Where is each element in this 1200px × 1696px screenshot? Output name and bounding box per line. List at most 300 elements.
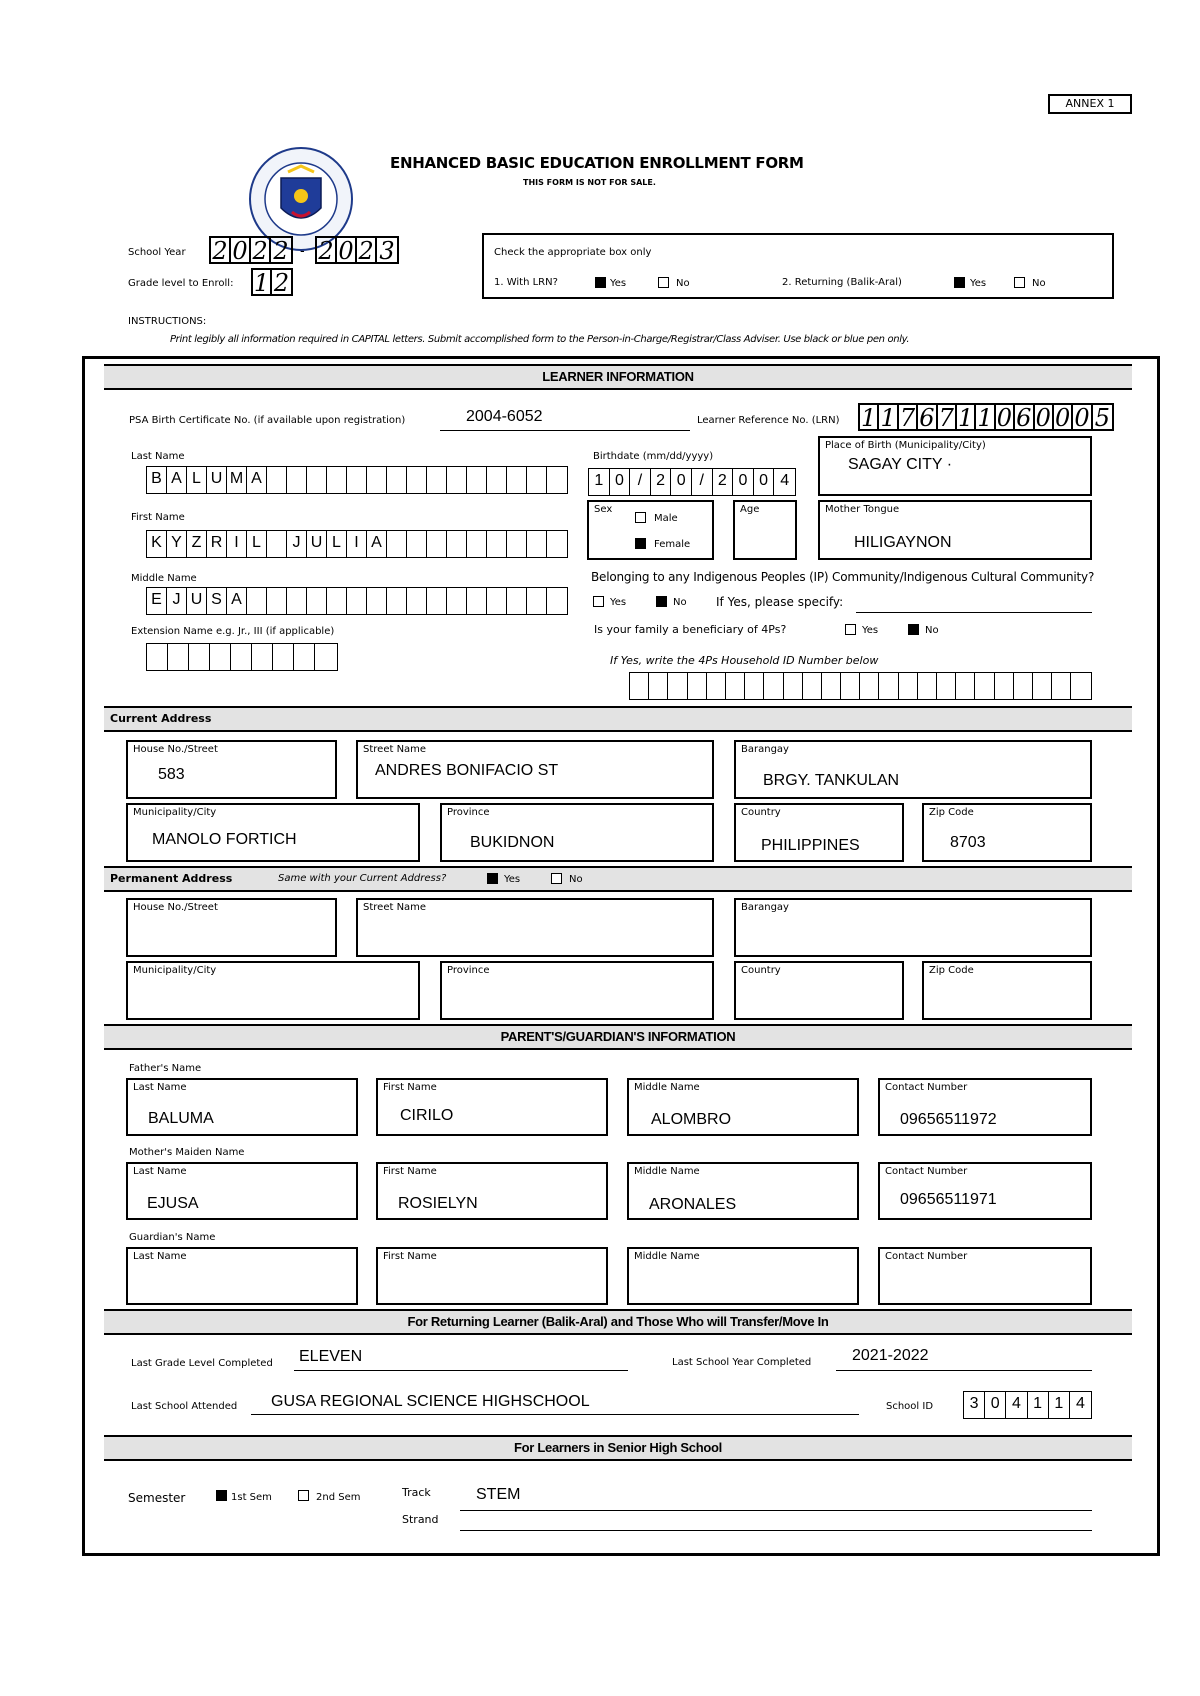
grade-level-label: Grade level to Enroll: (128, 278, 234, 289)
father-middle-box[interactable] (627, 1078, 859, 1136)
cur-street-label: Street Name (363, 744, 427, 755)
sex-box (587, 500, 714, 560)
char-cell: 1 (589, 469, 610, 495)
char-cell (427, 588, 447, 614)
lrn-no-label: No (676, 278, 690, 289)
middle-name-input[interactable] (146, 587, 568, 615)
check-panel (482, 233, 1114, 299)
char-cell (668, 673, 687, 699)
same-address-question: Same with your Current Address? (278, 873, 447, 884)
lrn-digit: 1 (860, 405, 879, 429)
char-cell: 0 (733, 469, 754, 495)
lrn-digit: 7 (938, 405, 957, 429)
psa-label: PSA Birth Certificate No. (if available upon registration) (129, 415, 406, 426)
father-last-value: BALUMA (148, 1110, 214, 1127)
char-cell (467, 588, 487, 614)
returning-yes-label: Yes (970, 278, 987, 289)
fourps-yes-label: Yes (862, 625, 879, 636)
cur-country-label: Country (741, 807, 781, 818)
char-cell (407, 531, 427, 557)
mother-contact-value: 09656511971 (900, 1191, 997, 1208)
perm-barangay-box[interactable] (734, 898, 1092, 957)
last-grade-line (294, 1370, 628, 1371)
last-school-value[interactable]: GUSA REGIONAL SCIENCE HIGHSCHOOL (271, 1393, 590, 1410)
cur-country-box[interactable] (734, 803, 904, 862)
track-label: Track (402, 1486, 431, 1499)
last-name-label: Last Name (131, 451, 185, 462)
guardian-last-label: Last Name (133, 1251, 187, 1262)
current-address-header: Current Address (104, 706, 1132, 732)
char-cell: U (207, 467, 227, 493)
char-cell: U (307, 531, 327, 557)
grade-digit: 1 (253, 270, 272, 294)
char-cell: L (187, 467, 207, 493)
father-middle-value: ALOMBRO (651, 1111, 732, 1128)
char-cell (252, 644, 273, 670)
char-cell: S (207, 588, 227, 614)
char-cell: I (227, 531, 247, 557)
char-cell: B (147, 467, 167, 493)
shs-header: For Learners in Senior High School (104, 1435, 1132, 1461)
char-cell: U (187, 588, 207, 614)
char-cell: 4 (780, 472, 790, 489)
char-cell (387, 531, 407, 557)
char-cell: R (207, 531, 227, 557)
lrn-no-checkbox[interactable] (658, 277, 669, 288)
father-last-label: Last Name (133, 1082, 187, 1093)
lrn-label: Learner Reference No. (LRN) (697, 415, 840, 426)
char-cell (407, 467, 427, 493)
guardian-label: Guardian's Name (129, 1232, 216, 1243)
char-cell: 0 (610, 469, 631, 495)
char-cell (294, 644, 315, 670)
returning-yes-checkbox[interactable] (954, 277, 965, 288)
perm-house-box[interactable] (126, 898, 337, 957)
char-cell (547, 531, 567, 557)
first-name-label: First Name (131, 512, 185, 523)
char-cell (407, 588, 427, 614)
extension-input[interactable] (146, 643, 338, 671)
char-cell (879, 673, 898, 699)
char-cell (210, 644, 231, 670)
char-cell: Y (167, 531, 187, 557)
cur-zip-label: Zip Code (929, 807, 974, 818)
age-box[interactable] (733, 500, 797, 560)
char-cell: A (367, 531, 387, 557)
char-cell (467, 531, 487, 557)
fourps-question: Is your family a beneficiary of 4Ps? (594, 623, 787, 636)
strand-line[interactable] (460, 1530, 1092, 1531)
perm-street-box[interactable] (356, 898, 714, 957)
char-cell (860, 673, 879, 699)
char-cell (367, 588, 387, 614)
age-label: Age (740, 504, 760, 515)
char-cell: J (287, 531, 307, 557)
lrn-input[interactable] (858, 403, 1114, 431)
char-cell (267, 531, 287, 557)
father-first-box[interactable] (376, 1078, 608, 1136)
char-cell: 1 (1049, 1392, 1070, 1418)
char-cell (367, 467, 387, 493)
guardian-first-label: First Name (383, 1251, 437, 1262)
father-first-value: CIRILO (400, 1107, 454, 1124)
cur-street-value: ANDRES BONIFACIO ST (375, 762, 559, 779)
sy-to-digit: 0 (337, 238, 357, 262)
last-school-line (251, 1414, 859, 1415)
char-cell (427, 531, 447, 557)
char-cell (995, 673, 1014, 699)
char-cell (899, 673, 918, 699)
char-cell (327, 467, 347, 493)
char-cell (189, 644, 210, 670)
last-grade-value[interactable]: ELEVEN (299, 1348, 363, 1365)
lrn-digit: 1 (957, 405, 976, 429)
form-subtitle: THIS FORM IS NOT FOR SALE. (523, 178, 656, 187)
guardian-contact-label: Contact Number (885, 1251, 968, 1262)
char-cell (688, 673, 707, 699)
mother-tongue-label: Mother Tongue (825, 504, 900, 515)
instructions-text: Print legibly all information required in CAPITAL letters. Submit accomplished form to the Person-in-Charge/Registrar/Class Adviser. Use black or blue pen only. (170, 334, 910, 345)
annex-badge: ANNEX 1 (1048, 94, 1132, 114)
char-cell: 0 (671, 469, 692, 495)
char-cell (147, 644, 168, 670)
cur-barangay-value: BRGY. TANKULAN (763, 772, 900, 789)
father-first-label: First Name (383, 1082, 437, 1093)
cur-house-value: 583 (158, 766, 185, 783)
ip-yes-checkbox[interactable] (593, 596, 604, 607)
char-cell: M (227, 467, 247, 493)
perm-house-label: House No./Street (133, 902, 218, 913)
last-school-label: Last School Attended (131, 1401, 238, 1412)
char-cell (1052, 673, 1071, 699)
perm-city-label: Municipality/City (133, 965, 217, 976)
char-cell (507, 588, 527, 614)
mother-last-box[interactable] (126, 1162, 358, 1220)
ip-specify-line[interactable] (856, 612, 1092, 613)
sem2-label: 2nd Sem (316, 1492, 361, 1503)
school-id-label: School ID (886, 1401, 934, 1412)
mother-tongue-box[interactable] (818, 500, 1092, 560)
form-title: ENHANCED BASIC EDUCATION ENROLLMENT FORM (390, 154, 804, 172)
lrn-digit: 0 (996, 405, 1015, 429)
char-cell (937, 673, 956, 699)
returning-no-checkbox[interactable] (1014, 277, 1025, 288)
char-cell (447, 467, 467, 493)
instructions-label: INSTRUCTIONS: (128, 316, 207, 327)
semester-label: Semester (128, 1491, 186, 1505)
char-cell (630, 673, 649, 699)
psa-value[interactable]: 2004-6052 (466, 408, 543, 425)
mother-first-box[interactable] (376, 1162, 608, 1220)
perm-province-label: Province (447, 965, 490, 976)
sem1-label: 1st Sem (231, 1492, 272, 1503)
lrn-digit: 6 (1015, 405, 1034, 429)
track-value[interactable]: STEM (476, 1486, 521, 1503)
school-year-separator: - (300, 242, 305, 258)
female-checkbox[interactable] (635, 538, 646, 549)
char-cell (507, 467, 527, 493)
char-cell (547, 588, 567, 614)
extension-label: Extension Name e.g. Jr., III (if applicable) (131, 626, 335, 637)
perm-street-label: Street Name (363, 902, 427, 913)
cur-zip-value: 8703 (950, 834, 986, 851)
char-cell (918, 673, 937, 699)
char-cell: 3 (964, 1392, 985, 1418)
birthdate-input[interactable] (588, 468, 796, 496)
char-cell: A (247, 467, 267, 493)
char-cell (1033, 673, 1052, 699)
same-no-checkbox[interactable] (551, 873, 562, 884)
lrn-digit: 0 (1035, 405, 1054, 429)
sy-from-digit: 2 (273, 237, 289, 265)
guardian-first-box[interactable] (376, 1247, 608, 1305)
char-cell (267, 467, 287, 493)
father-contact-value: 09656511972 (900, 1111, 997, 1128)
char-cell (1071, 673, 1090, 699)
lrn-digit: 6 (918, 405, 937, 429)
check-heading: Check the appropriate box only (494, 247, 652, 258)
char-cell: / (630, 469, 651, 495)
char-cell (726, 673, 745, 699)
school-id-input[interactable] (963, 1391, 1092, 1419)
permanent-address-header (104, 866, 1132, 892)
cur-city-value: MANOLO FORTICH (152, 831, 297, 848)
char-cell (447, 531, 467, 557)
char-cell: K (147, 531, 167, 557)
cur-zip-box[interactable] (922, 803, 1092, 862)
char-cell (764, 673, 783, 699)
cur-province-value: BUKIDNON (470, 834, 555, 851)
same-yes-label: Yes (504, 874, 521, 885)
char-cell (347, 588, 367, 614)
birthdate-label: Birthdate (mm/dd/yyyy) (593, 451, 714, 462)
perm-country-label: Country (741, 965, 781, 976)
char-cell (307, 588, 327, 614)
lrn-digit: 1 (879, 405, 898, 429)
char-cell: Z (187, 531, 207, 557)
fourps-yes-checkbox[interactable] (845, 624, 856, 635)
char-cell (287, 588, 307, 614)
char-cell (273, 644, 294, 670)
fourps-no-checkbox[interactable] (908, 624, 919, 635)
char-cell (527, 588, 547, 614)
pob-value: SAGAY CITY · (848, 456, 953, 473)
cur-barangay-box[interactable] (734, 740, 1092, 799)
char-cell (327, 588, 347, 614)
lrn-digit: 0 (1073, 405, 1092, 429)
lrn-yes-label: Yes (610, 278, 627, 289)
ip-question: Belonging to any Indigenous Peoples (IP) Community/Indigenous Cultural Community? (591, 570, 1095, 584)
last-name-input[interactable] (146, 466, 568, 494)
char-cell: 4 (1075, 1395, 1085, 1412)
ip-yes-label: Yes (610, 597, 627, 608)
returning-no-label: No (1032, 278, 1046, 289)
school-year-label: School Year (128, 247, 186, 258)
father-middle-label: Middle Name (634, 1082, 700, 1093)
perm-province-box[interactable] (440, 961, 714, 1020)
sy-from-digit: 2 (211, 238, 231, 262)
father-label: Father's Name (129, 1063, 202, 1074)
char-cell (649, 673, 668, 699)
cur-barangay-label: Barangay (741, 744, 789, 755)
grade-digit: 2 (273, 269, 290, 297)
char-cell: / (692, 469, 713, 495)
sy-from-digit: 0 (231, 238, 251, 262)
father-contact-box[interactable] (878, 1078, 1092, 1136)
char-cell (387, 467, 407, 493)
char-cell (447, 588, 467, 614)
char-cell: 0 (985, 1392, 1006, 1418)
char-cell: L (327, 531, 347, 557)
ip-no-checkbox[interactable] (656, 596, 667, 607)
mother-first-label: First Name (383, 1166, 437, 1177)
parents-header: PARENT'S/GUARDIAN'S INFORMATION (104, 1024, 1132, 1050)
cur-country-value: PHILIPPINES (761, 837, 860, 854)
mother-tongue-value: HILIGAYNON (854, 534, 952, 551)
sy-from-digit: 2 (251, 238, 271, 262)
pob-label: Place of Birth (Municipality/City) (825, 440, 986, 451)
lrn-digit: 7 (899, 405, 918, 429)
cur-province-label: Province (447, 807, 490, 818)
char-cell: I (347, 531, 367, 557)
male-label: Male (654, 513, 678, 524)
char-cell: 0 (754, 469, 775, 495)
char-cell (287, 467, 307, 493)
last-sy-line (836, 1370, 1092, 1371)
last-sy-label: Last School Year Completed (672, 1357, 812, 1368)
char-cell (231, 644, 252, 670)
last-grade-label: Last Grade Level Completed (131, 1358, 273, 1369)
ip-no-label: No (673, 597, 687, 608)
char-cell (547, 467, 567, 493)
char-cell (975, 673, 994, 699)
perm-zip-box[interactable] (922, 961, 1092, 1020)
char-cell (784, 673, 803, 699)
cur-house-box[interactable] (126, 740, 337, 799)
cur-city-box[interactable] (126, 803, 420, 862)
char-cell (487, 467, 507, 493)
same-no-label: No (569, 874, 583, 885)
char-cell: E (147, 588, 167, 614)
returning-question: 2. Returning (Balik-Aral) (782, 277, 902, 288)
perm-country-box[interactable] (734, 961, 904, 1020)
char-cell (315, 644, 336, 670)
mother-contact-box[interactable] (878, 1162, 1092, 1220)
char-cell (487, 588, 507, 614)
perm-city-box[interactable] (126, 961, 420, 1020)
lrn-digit: 5 (1094, 404, 1111, 432)
char-cell: 1 (1028, 1392, 1049, 1418)
father-contact-label: Contact Number (885, 1082, 968, 1093)
sem1-checkbox[interactable] (216, 1490, 227, 1501)
char-cell: A (167, 467, 187, 493)
char-cell (487, 531, 507, 557)
ip-specify-label: If Yes, please specify: (716, 595, 844, 609)
char-cell (387, 588, 407, 614)
same-yes-checkbox[interactable] (487, 873, 498, 884)
cur-city-label: Municipality/City (133, 807, 217, 818)
lrn-digit: 0 (1054, 405, 1073, 429)
returning-header: For Returning Learner (Balik-Aral) and Those Who will Transfer/Move In (104, 1309, 1132, 1335)
last-sy-value[interactable]: 2021-2022 (852, 1347, 929, 1364)
fourps-id-input[interactable] (629, 672, 1092, 700)
mother-label: Mother's Maiden Name (129, 1147, 245, 1158)
guardian-middle-box[interactable] (627, 1247, 859, 1305)
char-cell (307, 467, 327, 493)
char-cell: 4 (1006, 1392, 1027, 1418)
middle-name-label: Middle Name (131, 573, 197, 584)
sy-to-digit: 2 (317, 238, 337, 262)
psa-line (440, 430, 690, 431)
char-cell (347, 467, 367, 493)
school-year-to[interactable] (315, 236, 399, 264)
char-cell (467, 467, 487, 493)
char-cell (956, 673, 975, 699)
char-cell (803, 673, 822, 699)
sem2-checkbox[interactable] (298, 1490, 309, 1501)
mother-last-label: Last Name (133, 1166, 187, 1177)
char-cell (707, 673, 726, 699)
strand-label: Strand (402, 1513, 439, 1526)
grade-level-input[interactable] (251, 268, 293, 296)
guardian-middle-label: Middle Name (634, 1251, 700, 1262)
learner-info-header: LEARNER INFORMATION (104, 364, 1132, 390)
guardian-last-box[interactable] (126, 1247, 358, 1305)
school-year-from[interactable] (209, 236, 293, 264)
mother-middle-label: Middle Name (634, 1166, 700, 1177)
lrn-question: 1. With LRN? (494, 277, 558, 288)
char-cell (527, 467, 547, 493)
cur-house-label: House No./Street (133, 744, 218, 755)
lrn-yes-checkbox[interactable] (595, 277, 606, 288)
char-cell (822, 673, 841, 699)
char-cell (247, 588, 267, 614)
mother-last-value: EJUSA (147, 1195, 199, 1212)
fourps-note: If Yes, write the 4Ps Household ID Number below (610, 654, 879, 667)
cur-province-box[interactable] (440, 803, 714, 862)
char-cell (507, 531, 527, 557)
char-cell (1014, 673, 1033, 699)
char-cell: J (167, 588, 187, 614)
permanent-address-title: Permanent Address (110, 872, 233, 885)
char-cell: 2 (651, 469, 672, 495)
pob-box[interactable] (818, 436, 1092, 496)
perm-zip-label: Zip Code (929, 965, 974, 976)
char-cell: L (247, 531, 267, 557)
perm-barangay-label: Barangay (741, 902, 789, 913)
father-last-box[interactable] (126, 1078, 358, 1136)
char-cell (841, 673, 860, 699)
fourps-no-label: No (925, 625, 939, 636)
female-label: Female (654, 539, 691, 550)
cur-street-box[interactable] (356, 740, 714, 799)
mother-middle-value: ARONALES (649, 1196, 737, 1213)
guardian-contact-box[interactable] (878, 1247, 1092, 1305)
char-cell (168, 644, 189, 670)
char-cell (527, 531, 547, 557)
char-cell (427, 467, 447, 493)
first-name-input[interactable] (146, 530, 568, 558)
lrn-digit: 1 (976, 405, 995, 429)
sex-label: Sex (594, 504, 613, 515)
char-cell: A (227, 588, 247, 614)
male-checkbox[interactable] (635, 512, 646, 523)
mother-first-value: ROSIELYN (398, 1195, 478, 1212)
sy-to-digit: 3 (379, 237, 395, 265)
track-line (460, 1510, 1092, 1511)
mother-middle-box[interactable] (627, 1162, 859, 1220)
mother-contact-label: Contact Number (885, 1166, 968, 1177)
